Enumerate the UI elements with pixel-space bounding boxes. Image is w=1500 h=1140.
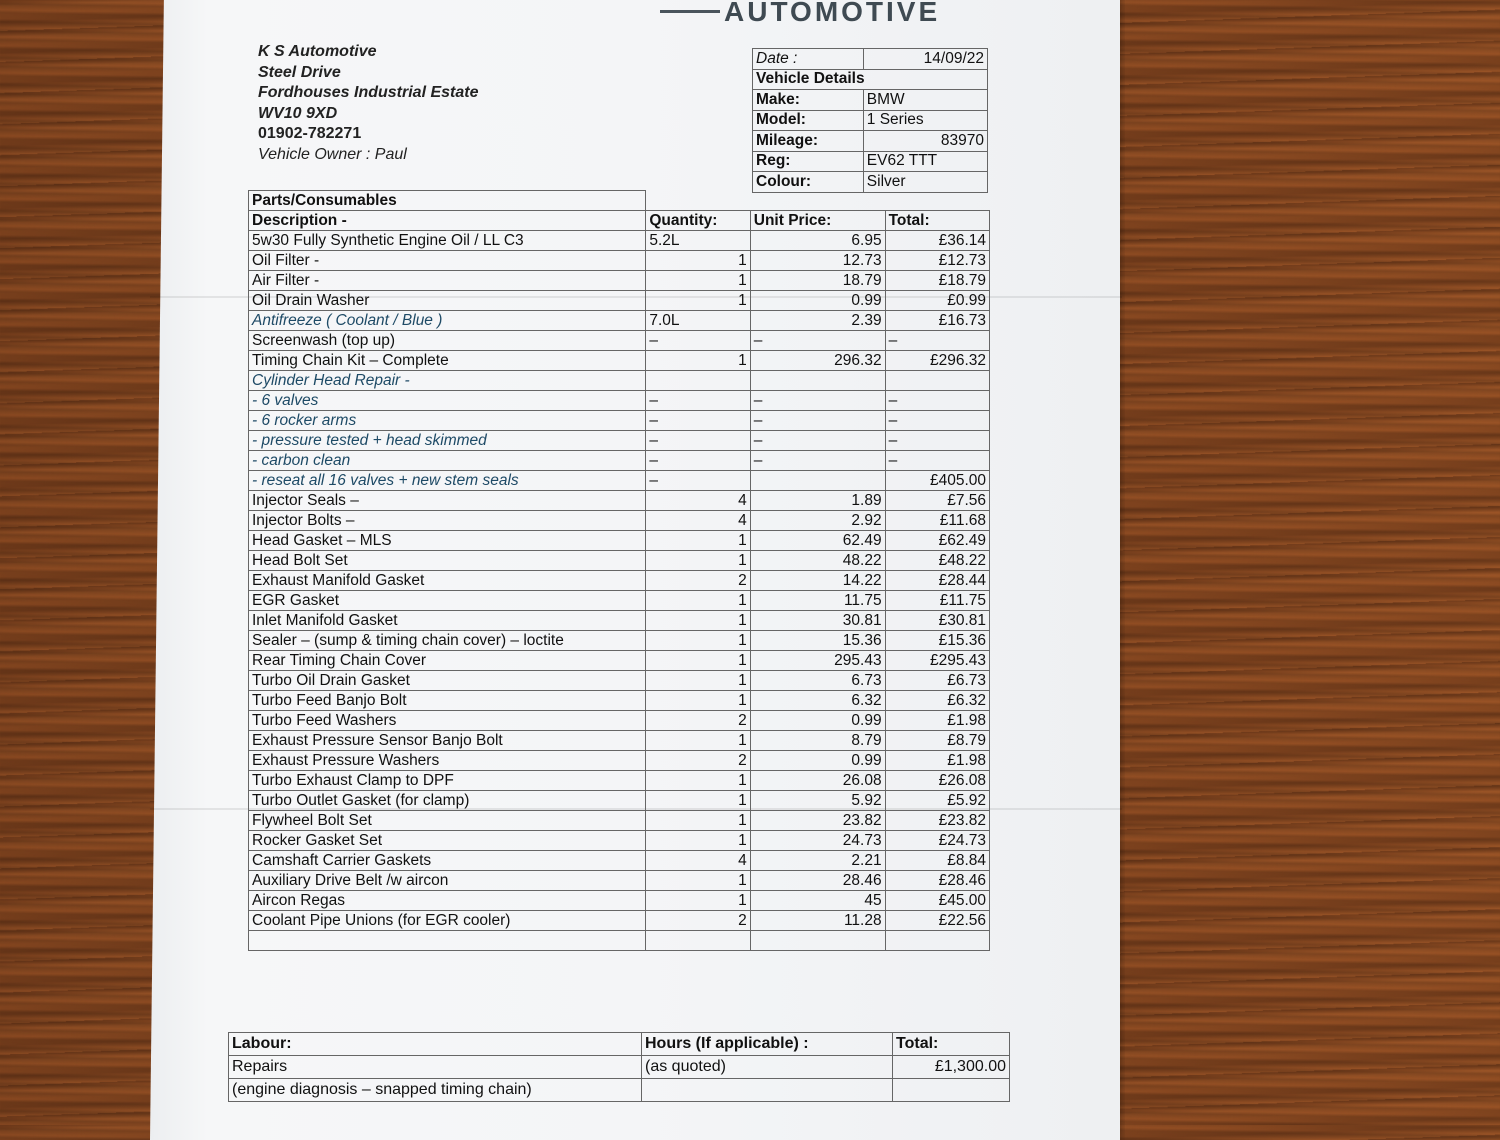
table-row [249, 791, 990, 811]
business-postcode: WV10 9XD [258, 104, 338, 122]
table-row [249, 411, 990, 431]
part-unit-price: 1.89 [750, 491, 885, 511]
part-total: – [885, 451, 989, 471]
part-quantity: 1 [646, 251, 750, 271]
col-header-unit-price: Unit Price: [750, 211, 885, 231]
table-row [249, 571, 990, 591]
part-total: – [885, 431, 989, 451]
part-quantity: 1 [646, 631, 750, 651]
labour-hours: (as quoted) [642, 1056, 893, 1079]
part-unit-price: 11.28 [750, 911, 885, 931]
table-row [249, 471, 990, 491]
table-row [249, 711, 990, 731]
part-quantity: – [646, 431, 750, 451]
part-unit-price: 12.73 [750, 251, 885, 271]
part-quantity: 2 [646, 711, 750, 731]
parts-section-title: Parts/Consumables [249, 191, 646, 211]
part-total: £12.73 [885, 251, 989, 271]
business-name: K S Automotive [258, 43, 377, 60]
part-unit-price: 295.43 [750, 651, 885, 671]
table-row [249, 671, 990, 691]
table-row [249, 891, 990, 911]
part-unit-price: 62.49 [750, 531, 885, 551]
part-unit-price [750, 471, 885, 491]
table-row [249, 271, 990, 291]
table-row [249, 291, 990, 311]
part-total: £6.32 [885, 691, 989, 711]
vehicle-field-label: Model: [753, 110, 864, 131]
part-description: Cylinder Head Repair - [249, 371, 646, 391]
part-unit-price: 11.75 [750, 591, 885, 611]
table-row [249, 431, 990, 451]
part-total: £26.08 [885, 771, 989, 791]
part-description: Camshaft Carrier Gaskets [249, 851, 646, 871]
part-description: Oil Filter - [249, 251, 646, 271]
part-unit-price: 28.46 [750, 871, 885, 891]
part-total: £6.73 [885, 671, 989, 691]
part-unit-price: 23.82 [750, 811, 885, 831]
part-quantity: 2 [646, 911, 750, 931]
part-quantity: 1 [646, 271, 750, 291]
part-unit-price: 8.79 [750, 731, 885, 751]
part-unit-price: – [750, 331, 885, 351]
part-quantity: 4 [646, 851, 750, 871]
part-description: Injector Seals – [249, 491, 646, 511]
part-unit-price: 24.73 [750, 831, 885, 851]
part-description: - 6 rocker arms [249, 411, 646, 431]
vehicle-field-label: Colour: [753, 172, 864, 193]
part-total: £45.00 [885, 891, 989, 911]
part-unit-price: 26.08 [750, 771, 885, 791]
part-description: Turbo Exhaust Clamp to DPF [249, 771, 646, 791]
part-total: £405.00 [885, 471, 989, 491]
part-total: £28.44 [885, 571, 989, 591]
part-unit-price: – [750, 391, 885, 411]
part-description: Injector Bolts – [249, 511, 646, 531]
part-total: £28.46 [885, 871, 989, 891]
table-row [249, 231, 990, 251]
part-description: Timing Chain Kit – Complete [249, 351, 646, 371]
part-quantity: 1 [646, 291, 750, 311]
table-row [249, 651, 990, 671]
part-quantity: – [646, 451, 750, 471]
part-quantity: 1 [646, 351, 750, 371]
table-row [249, 811, 990, 831]
table-row [249, 511, 990, 531]
part-quantity: 2 [646, 751, 750, 771]
part-unit-price: 6.32 [750, 691, 885, 711]
table-row [249, 391, 990, 411]
part-total [885, 931, 989, 951]
vehicle-details-heading: Vehicle Details [753, 69, 988, 90]
part-quantity: – [646, 331, 750, 351]
part-unit-price: 45 [750, 891, 885, 911]
part-total: £1.98 [885, 711, 989, 731]
part-unit-price: 0.99 [750, 751, 885, 771]
part-description: Inlet Manifold Gasket [249, 611, 646, 631]
labour-total: £1,300.00 [893, 1056, 1010, 1079]
table-row [249, 491, 990, 511]
part-description [249, 931, 646, 951]
part-description: Head Bolt Set [249, 551, 646, 571]
part-description: - carbon clean [249, 451, 646, 471]
part-total: £5.92 [885, 791, 989, 811]
part-quantity: 1 [646, 871, 750, 891]
part-unit-price: 15.36 [750, 631, 885, 651]
part-description: Aircon Regas [249, 891, 646, 911]
part-unit-price: 2.92 [750, 511, 885, 531]
vehicle-details-table [752, 48, 988, 193]
table-row [249, 351, 990, 371]
part-unit-price: 14.22 [750, 571, 885, 591]
date-label: Date : [753, 49, 864, 70]
part-unit-price: 2.21 [750, 851, 885, 871]
part-unit-price: 48.22 [750, 551, 885, 571]
part-description: - pressure tested + head skimmed [249, 431, 646, 451]
part-unit-price: 18.79 [750, 271, 885, 291]
labour-title: Labour: [229, 1033, 642, 1056]
part-description: Antifreeze ( Coolant / Blue ) [249, 311, 646, 331]
part-quantity: 1 [646, 551, 750, 571]
vehicle-field-value: Silver [863, 172, 987, 193]
part-description: Exhaust Pressure Washers [249, 751, 646, 771]
logo-bar [660, 10, 720, 13]
part-quantity: 5.2L [646, 231, 750, 251]
part-unit-price: 6.73 [750, 671, 885, 691]
vehicle-field-value: EV62 TTT [863, 151, 987, 172]
part-quantity: – [646, 391, 750, 411]
table-row [249, 631, 990, 651]
labour-hours-header: Hours (If applicable) : [642, 1033, 893, 1056]
part-quantity: 1 [646, 831, 750, 851]
part-quantity: 7.0L [646, 311, 750, 331]
table-row [249, 311, 990, 331]
part-quantity: 1 [646, 611, 750, 631]
part-quantity: – [646, 411, 750, 431]
part-total: £0.99 [885, 291, 989, 311]
part-unit-price: 296.32 [750, 351, 885, 371]
part-quantity: 1 [646, 731, 750, 751]
table-row [249, 531, 990, 551]
part-quantity: 1 [646, 531, 750, 551]
part-unit-price: 5.92 [750, 791, 885, 811]
part-description: - 6 valves [249, 391, 646, 411]
table-row [249, 871, 990, 891]
part-description: EGR Gasket [249, 591, 646, 611]
part-description: Rear Timing Chain Cover [249, 651, 646, 671]
vehicle-owner: Vehicle Owner : Paul [258, 145, 407, 163]
part-description: Coolant Pipe Unions (for EGR cooler) [249, 911, 646, 931]
part-total: – [885, 411, 989, 431]
part-unit-price: 2.39 [750, 311, 885, 331]
labour-note: (engine diagnosis – snapped timing chain) [229, 1079, 642, 1102]
part-total: £11.75 [885, 591, 989, 611]
labour-table [228, 1032, 1010, 1102]
part-total: £23.82 [885, 811, 989, 831]
part-total: – [885, 331, 989, 351]
business-phone: 01902-782271 [258, 125, 362, 142]
part-description: Rocker Gasket Set [249, 831, 646, 851]
parts-rows [249, 231, 990, 951]
part-unit-price [750, 371, 885, 391]
part-unit-price [750, 931, 885, 951]
part-total: £8.84 [885, 851, 989, 871]
part-total: £62.49 [885, 531, 989, 551]
vehicle-field-value: 83970 [863, 131, 987, 152]
part-quantity: 2 [646, 571, 750, 591]
part-description: Auxiliary Drive Belt /w aircon [249, 871, 646, 891]
business-address [258, 42, 478, 165]
vehicle-field-label: Make: [753, 90, 864, 111]
table-row [249, 251, 990, 271]
part-total: £48.22 [885, 551, 989, 571]
col-header-total: Total: [885, 211, 989, 231]
part-description: Oil Drain Washer [249, 291, 646, 311]
part-description: 5w30 Fully Synthetic Engine Oil / LL C3 [249, 231, 646, 251]
part-unit-price: – [750, 431, 885, 451]
part-unit-price: 30.81 [750, 611, 885, 631]
part-quantity: 1 [646, 691, 750, 711]
part-description: Exhaust Manifold Gasket [249, 571, 646, 591]
table-row [249, 451, 990, 471]
part-description: Head Gasket – MLS [249, 531, 646, 551]
part-description: - reseat all 16 valves + new stem seals [249, 471, 646, 491]
part-total: £295.43 [885, 651, 989, 671]
part-total [885, 371, 989, 391]
part-quantity: 4 [646, 491, 750, 511]
part-description: Turbo Oil Drain Gasket [249, 671, 646, 691]
part-total: – [885, 391, 989, 411]
table-row [249, 911, 990, 931]
table-row [249, 591, 990, 611]
part-quantity: 4 [646, 511, 750, 531]
part-description: Turbo Feed Banjo Bolt [249, 691, 646, 711]
part-total: £36.14 [885, 231, 989, 251]
table-row [249, 551, 990, 571]
part-total: £296.32 [885, 351, 989, 371]
table-row [249, 731, 990, 751]
part-unit-price: 0.99 [750, 291, 885, 311]
part-description: Screenwash (top up) [249, 331, 646, 351]
part-total: £15.36 [885, 631, 989, 651]
col-header-description: Description - [249, 211, 646, 231]
table-row [249, 691, 990, 711]
part-total: £24.73 [885, 831, 989, 851]
part-unit-price: 0.99 [750, 711, 885, 731]
part-total: £11.68 [885, 511, 989, 531]
table-row [249, 831, 990, 851]
part-quantity: 1 [646, 651, 750, 671]
vehicle-field-label: Mileage: [753, 131, 864, 152]
part-total: £1.98 [885, 751, 989, 771]
vehicle-field-label: Reg: [753, 151, 864, 172]
vehicle-field-value: BMW [863, 90, 987, 111]
part-total: £8.79 [885, 731, 989, 751]
table-row [249, 851, 990, 871]
part-quantity: 1 [646, 671, 750, 691]
part-quantity: 1 [646, 771, 750, 791]
col-header-quantity: Quantity: [646, 211, 750, 231]
part-unit-price: – [750, 411, 885, 431]
part-quantity [646, 931, 750, 951]
brand-logo: AUTOMOTIVE [724, 0, 941, 27]
part-quantity: – [646, 471, 750, 491]
part-total: £22.56 [885, 911, 989, 931]
part-description: Sealer – (sump & timing chain cover) – loctite [249, 631, 646, 651]
labour-description: Repairs [229, 1056, 642, 1079]
part-description: Flywheel Bolt Set [249, 811, 646, 831]
part-unit-price: – [750, 451, 885, 471]
part-total: £7.56 [885, 491, 989, 511]
parts-table [248, 190, 990, 951]
table-row [249, 751, 990, 771]
table-row [249, 771, 990, 791]
part-description: Turbo Outlet Gasket (for clamp) [249, 791, 646, 811]
labour-total-header: Total: [893, 1033, 1010, 1056]
business-estate: Fordhouses Industrial Estate [258, 84, 479, 101]
part-description: Exhaust Pressure Sensor Banjo Bolt [249, 731, 646, 751]
part-quantity: 1 [646, 811, 750, 831]
table-row [249, 331, 990, 351]
part-total: £16.73 [885, 311, 989, 331]
business-street: Steel Drive [258, 63, 341, 81]
part-quantity: 1 [646, 891, 750, 911]
part-description: Air Filter - [249, 271, 646, 291]
part-quantity: 1 [646, 791, 750, 811]
part-quantity [646, 371, 750, 391]
table-row [249, 371, 990, 391]
part-total: £18.79 [885, 271, 989, 291]
vehicle-field-value: 1 Series [863, 110, 987, 131]
part-unit-price: 6.95 [750, 231, 885, 251]
part-quantity: 1 [646, 591, 750, 611]
table-row [249, 931, 990, 951]
table-row [249, 611, 990, 631]
part-total: £30.81 [885, 611, 989, 631]
date-value: 14/09/22 [863, 49, 987, 70]
part-description: Turbo Feed Washers [249, 711, 646, 731]
